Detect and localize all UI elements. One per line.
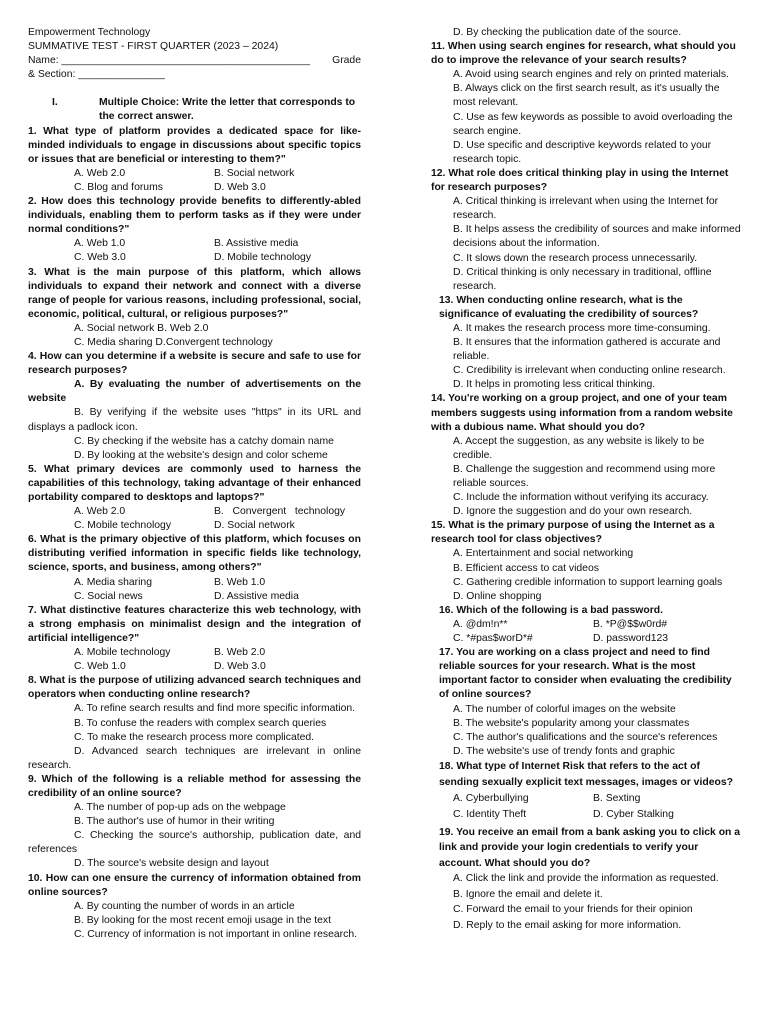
option: D. The website's use of trendy fonts and graphic [453,745,675,757]
question-14: 14. You're working on a group project, and one of your team members suggests using information from a random website with a dubious name. What should you do? [431,393,733,433]
option: A. To refine search results and find more specific information. [74,703,356,715]
option: C. Credibility is irrelevant when conducting online research. [453,365,726,377]
option: C. The author's qualifications and the source's references [453,731,718,743]
option: A. The number of colorful images on the website [453,703,676,715]
option: B. By looking for the most recent emoji usage in the text [74,914,332,926]
option: C. It slows down the research process unnecessarily. [453,252,698,264]
option: B. Sexting [593,792,641,804]
options-5 [28,505,361,533]
option: B. The author's use of humor in their writing [74,816,275,828]
option: B. Challenge the suggestion and recommend using more reliable sources. [453,463,716,489]
question-15: 15. What is the primary purpose of using the Internet as a research tool for class objectives? [431,520,715,546]
section-label: & Section: _______________ [28,69,165,81]
option: C. By checking if the website has a catchy domain name [74,435,334,447]
option: B. Social network [214,167,295,179]
option: C. Currency of information is not important in online research. [74,928,357,940]
option: A. By evaluating the number of advertisements on the website [28,379,361,405]
option: A. Web 2.0 [74,167,126,179]
option: C. Use as few keywords as possible to avoid overloading the search engine. [453,111,733,137]
question-2: 2. How does this technology provide benefits to differently-abled individuals, enabling them to perform tasks as if they were under normal conditions?" [28,196,361,236]
option: A. Entertainment and social networking [453,548,634,560]
option: A. Click the link and provide the information as requested. [453,873,719,885]
option: D. By looking at the website's design and color scheme [74,449,328,461]
question-16: 16. Which of the following is a bad password. [439,604,663,616]
option: B. By verifying if the website uses "https" in its URL and displays a padlock icon. [28,407,361,433]
option: D. By checking the publication date of the source. [453,27,682,38]
option: B. Web 2.0 [214,647,266,659]
option: C. Gathering credible information to support learning goals [453,576,723,588]
option: C. Mobile technology [74,520,172,532]
option: C. Checking the source's authorship, publication date, and references [28,830,361,856]
option: D. Social network [214,520,295,532]
options-7 [28,646,361,674]
option: D. It helps in promoting less critical thinking. [453,379,656,391]
option: B. *P@$$w0rd# [593,618,668,630]
option: A. The number of pop-up ads on the webpage [74,802,286,814]
option: D. Web 3.0 [214,661,266,673]
question-1: 1. What type of platform provides a dedicated space for like-minded individuals to engage in discussions about specific topics or issues that are beneficial or interesting to them?" [28,125,361,165]
question-8: 8. What is the purpose of utilizing advanced search techniques and operators when conducting online research? [28,675,361,701]
option: A. It makes the research process more time-consuming. [453,322,711,334]
option: B. Convergent technology [214,506,346,518]
question-18: 18. What type of Internet Risk that refers to the act of sending sexually explicit text messages, images or videos? [439,760,733,788]
option: A. Critical thinking is irrelevant when using the Internet for research. [453,196,719,222]
option: A. Social network B. Web 2.0 [74,322,209,334]
option: B. Ignore the email and delete it. [453,888,603,900]
option: A. Accept the suggestion, as any website is likely to be credible. [453,435,705,461]
option: A. Web 1.0 [74,238,126,250]
option: A. Mobile technology [74,647,171,659]
options-16 [431,618,741,646]
question-11: 11. When using search engines for research, what should you do to improve the relevance of your search results? [431,41,736,67]
section-number: I. [52,97,58,109]
option: B. It helps assess the credibility of sources and make informed decisions about the information. [453,224,741,250]
option: C. Media sharing D.Convergent technology [74,336,273,348]
option: C. *#pas$worD*# [453,633,533,645]
option: C. Web 3.0 [74,252,126,264]
question-6: 6. What is the primary objective of this platform, which focuses on distributing verified information in specific fields like technology, science, sports, and business, among others?" [28,534,361,574]
option: D. password123 [593,633,669,645]
option: B. It ensures that the information gathered is accurate and reliable. [453,337,721,363]
option: C. Blog and forums [74,181,163,193]
option: A. Web 2.0 [74,506,126,518]
subject-title: Empowerment Technology [28,27,151,38]
question-19: 19. You receive an email from a bank asking you to click on a link and provide your login credentials to verify your account. What should you do? [439,826,741,869]
name-label: Name: ___________________________________________ [28,55,310,67]
name-line [28,54,361,68]
question-5: 5. What primary devices are commonly used to harness the capabilities of this technology, taking advantage of their enhanced portability compared to desktops and laptops?" [28,463,361,503]
option: D. Cyber Stalking [593,808,674,820]
question-17: 17. You are working on a class project and need to find reliable sources for your research. What is the most important factor to consider when evaluating the credibility of online sources? [439,647,732,701]
option: B. Web 1.0 [214,576,266,588]
option: D. Mobile technology [214,252,312,264]
question-10: 10. How can one ensure the currency of information obtained from online sources? [28,872,361,898]
option: C. Include the information without verifying its accuracy. [453,492,709,504]
option: B. Always click on the first search result, as it's usually the most relevant. [453,83,720,109]
question-7: 7. What distinctive features characterize this web technology, with a strong emphasis on minimalist design and the integration of artificial intelligence?" [28,604,361,644]
option: D. Assistive media [214,590,299,602]
option: A. Media sharing [74,576,152,588]
section-heading [28,96,361,124]
option: B. The website's popularity among your classmates [453,717,690,729]
options-1 [28,167,361,195]
option: B. Assistive media [214,238,299,250]
option: D. Ignore the suggestion and do your own research. [453,506,693,518]
grade-label: Grade [332,55,361,67]
option: A. Avoid using search engines and rely on printed materials. [453,69,729,81]
option: B. Efficient access to cat videos [453,562,599,574]
question-4: 4. How can you determine if a website is secure and safe to use for research purposes? [28,351,361,377]
section-title: Multiple Choice: Write the letter that corresponds to the correct answer. [99,97,356,123]
option: C. Social news [74,590,143,602]
option: C. Web 1.0 [74,661,126,673]
question-12: 12. What role does critical thinking play in using the Internet for research purposes? [431,167,729,194]
options-18 [431,791,741,823]
option: D. Web 3.0 [214,181,266,193]
option: D. Reply to the email asking for more information. [453,919,682,931]
option: D. Critical thinking is only necessary in traditional, offline research. [453,266,712,292]
test-title: SUMMATIVE TEST - FIRST QUARTER (2023 – 2024) [28,41,279,53]
option: D. Online shopping [453,590,542,602]
option: C. Identity Theft [453,808,527,820]
options-6 [28,576,361,604]
option: D. Advanced search techniques are irrelevant in online research. [28,745,361,771]
question-9: 9. Which of the following is a reliable method for assessing the credibility of an online source? [28,773,361,799]
question-3: 3. What is the main purpose of this platform, which allows individuals to expand their network and connect with a diverse range of people for various reasons, including professional, social, economic, political, cultural, or religious purposes?" [28,266,361,320]
option: A. @dm!n** [453,618,508,630]
option: A. By counting the number of words in an article [74,900,295,912]
option: A. Cyberbullying [453,792,529,804]
option: B. To confuse the readers with complex search queries [74,717,327,729]
option: D. The source's website design and layout [74,858,269,870]
option: C. To make the research process more complicated. [74,731,315,743]
question-13: 13. When conducting online research, what is the significance of evaluating the credibility of sources? [439,294,699,320]
left-column [28,26,361,942]
right-column [431,26,741,933]
option: C. Forward the email to your friends for their opinion [453,904,693,916]
options-2 [28,237,361,265]
option: D. Use specific and descriptive keywords related to your research topic. [453,139,712,165]
